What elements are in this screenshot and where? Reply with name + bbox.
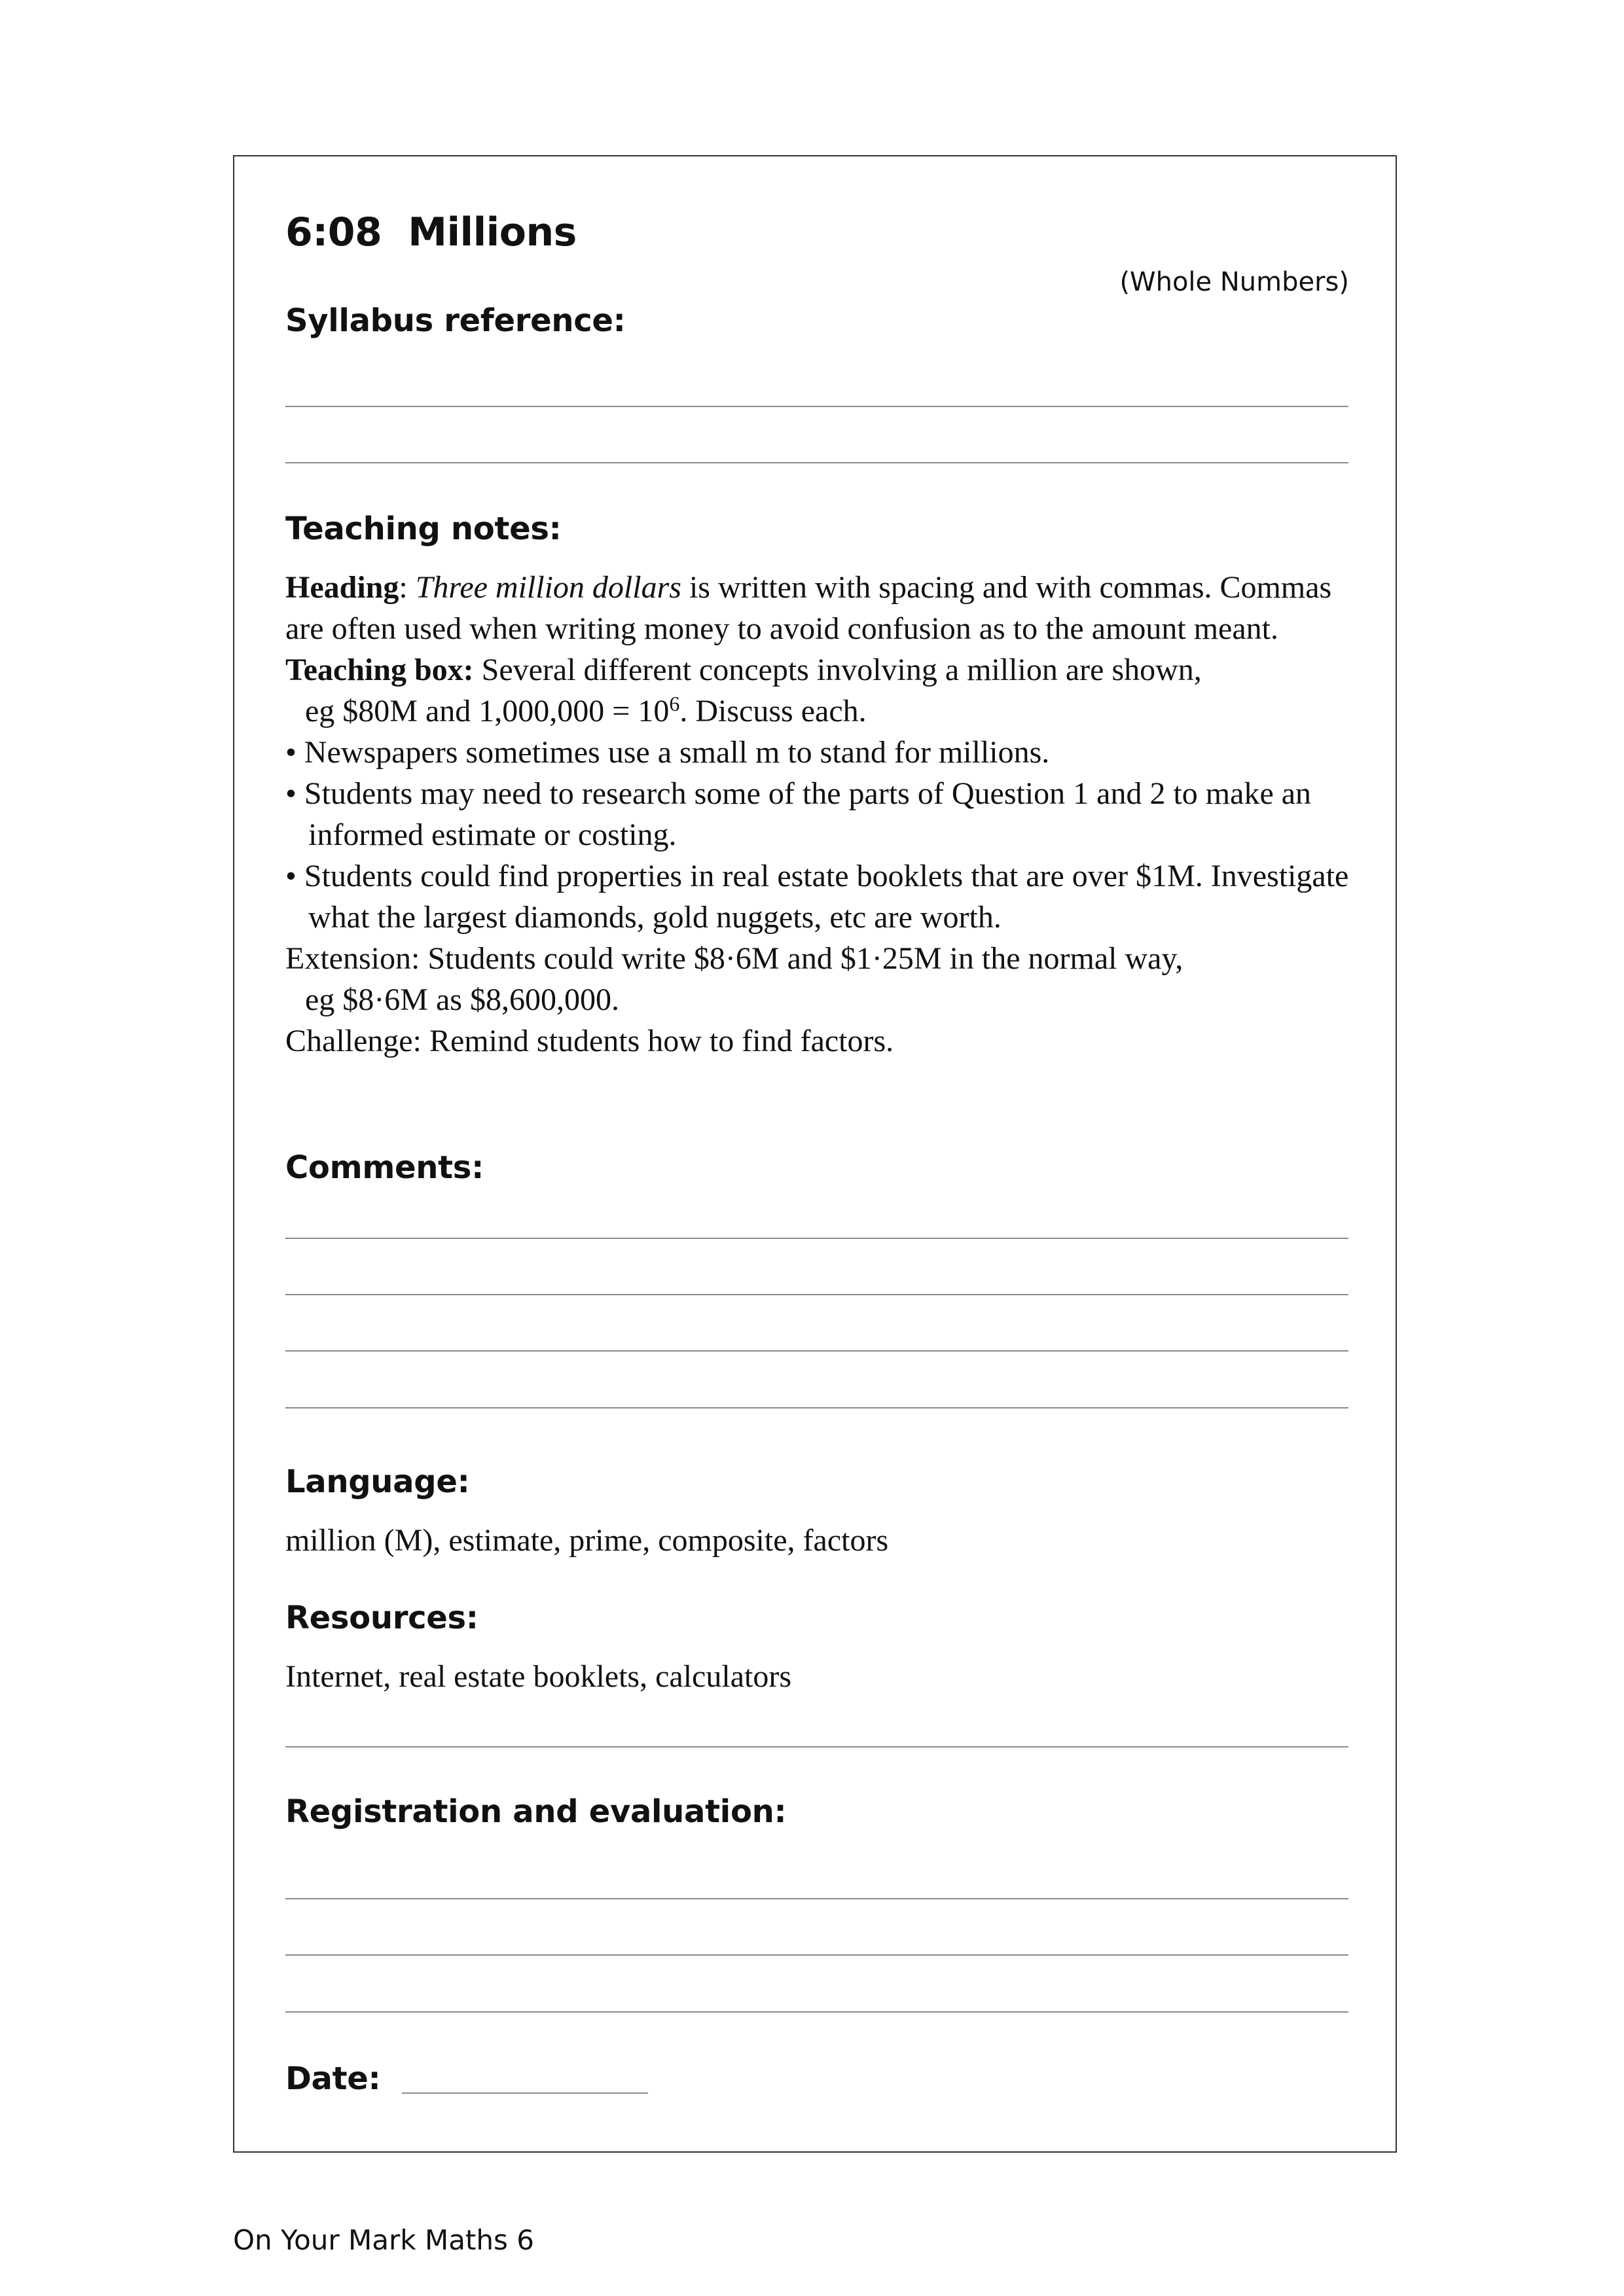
syllabus-line-2[interactable] (285, 462, 1348, 463)
lesson-number: 6:08 (285, 209, 382, 255)
comments-line-2[interactable] (285, 1294, 1348, 1295)
resources-text: Internet, real estate booklets, calculators (285, 1659, 791, 1694)
challenge-note: Challenge: Remind students how to find factors. (285, 1024, 894, 1058)
comments-line-4[interactable] (285, 1407, 1348, 1408)
registration-line-3[interactable] (285, 2011, 1348, 2013)
note-bullet: • Students may need to research some of the parts of Question 1 and 2 to make an informed estimate or costing. (285, 776, 1312, 852)
heading-note-label: Heading (285, 570, 399, 605)
syllabus-heading: Syllabus reference: (285, 302, 626, 339)
date-label: Date: (285, 2060, 381, 2097)
registration-line-2[interactable] (285, 1954, 1348, 1956)
comments-line-1[interactable] (285, 1238, 1348, 1239)
comments-line-3[interactable] (285, 1350, 1348, 1352)
extension-example: eg $8·6M as $8,600,000. (305, 982, 619, 1017)
registration-heading: Registration and evaluation: (285, 1793, 787, 1830)
registration-line-1[interactable] (285, 1898, 1348, 1899)
heading-note-text: is written with spacing and with commas. Commas are often used when writing money to avoid confusion as to the amount meant. (285, 570, 1332, 646)
resources-heading: Resources: (285, 1600, 478, 1636)
note-bullet: • Students could find properties in real estate booklets that are over $1M. Investigate what the largest diamonds, gold nuggets, etc are worth. (285, 859, 1349, 935)
extension-note: Extension: Students could write $8·6M and $1·25M in the normal way, (285, 941, 1183, 976)
syllabus-line-1[interactable] (285, 406, 1348, 407)
note-bullet: • Newspapers sometimes use a small m to stand for millions. (285, 735, 1050, 770)
teaching-box-text: Several different concepts involving a million are shown, (473, 653, 1202, 687)
heading-note: Heading: Three million dollars is written with spacing and with commas. Commas are often used when writing money to avoid confusion as to the amount meant. (285, 570, 1332, 646)
page-title (285, 209, 577, 255)
teaching-box-label: Teaching box: (285, 653, 474, 687)
teaching-notes-body (285, 567, 1359, 1062)
lesson-title: Millions (408, 209, 577, 255)
teaching-box-note (285, 649, 1359, 691)
resources-line[interactable] (285, 1746, 1348, 1748)
topic-label: (Whole Numbers) (1119, 267, 1349, 297)
date-line[interactable] (402, 2092, 648, 2094)
teaching-box-example: eg $80M and $1,000,000 = 10^6$. Discuss each. (305, 692, 867, 728)
book-footer: On Your Mark Maths 6 (233, 2224, 534, 2256)
comments-heading: Comments: (285, 1149, 484, 1186)
language-heading: Language: (285, 1463, 470, 1500)
teaching-notes-heading: Teaching notes: (285, 511, 562, 547)
heading-note-italic: Three million dollars (415, 570, 681, 605)
language-text: million (M), estimate, prime, composite, factors (285, 1523, 889, 1558)
